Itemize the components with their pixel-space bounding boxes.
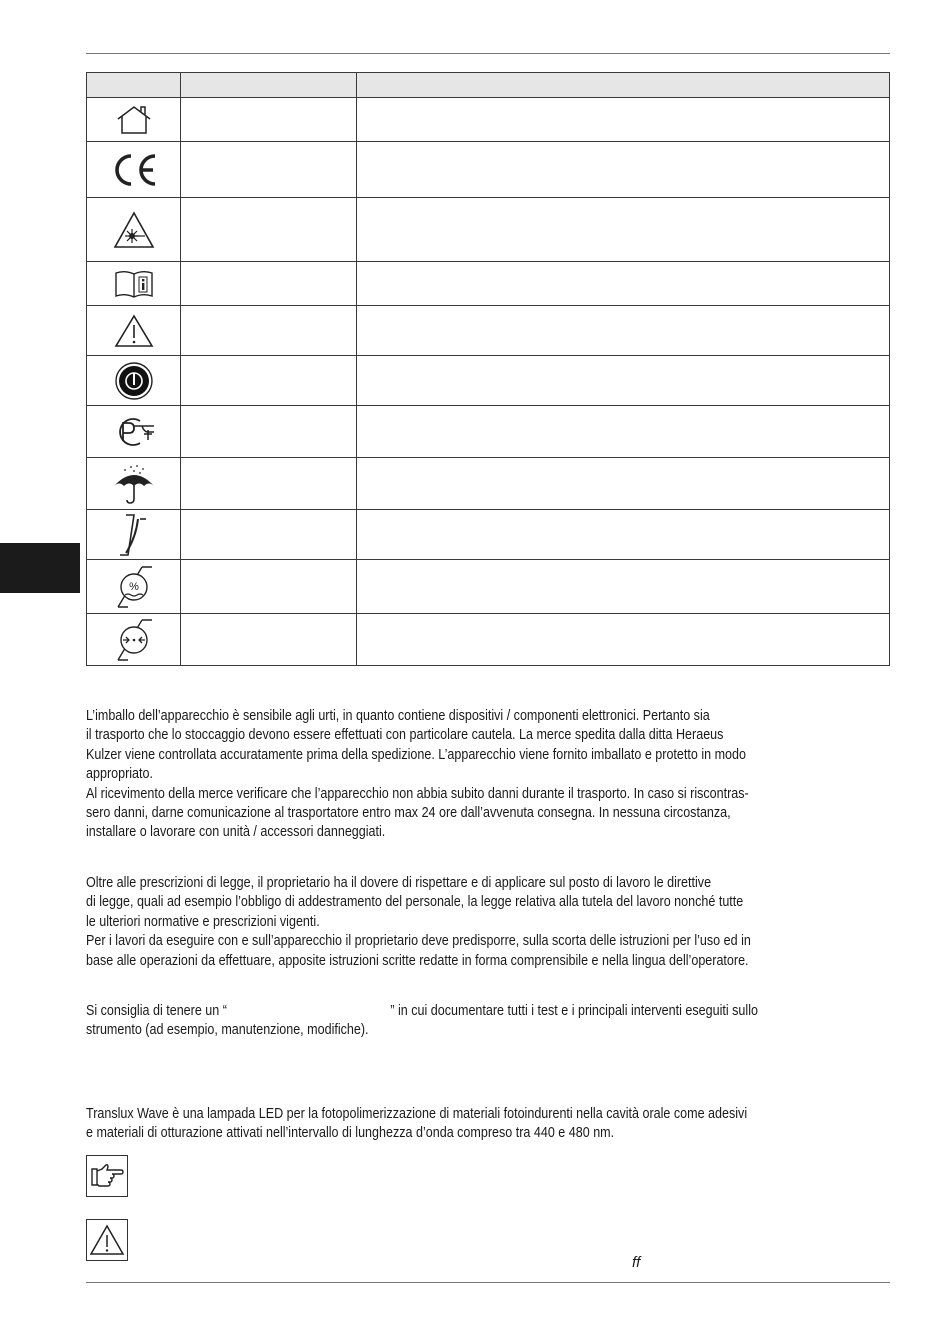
house-icon — [115, 104, 153, 136]
text-line: installare o lavorare con unità / accessori danneggiati. — [86, 824, 386, 841]
text-line: il trasporto che lo stoccaggio devono essere effettuati con particolare cautela. La merce spedita dalla ditta Heraeus — [86, 727, 724, 744]
owner-duties-paragraph — [86, 874, 784, 971]
text-line: appropriato. — [86, 766, 153, 783]
table-row — [87, 458, 890, 510]
language-tab-marker — [0, 543, 80, 593]
power-button-icon — [114, 361, 154, 401]
pointing-hand-icon — [90, 1163, 124, 1189]
gost-pct-mark-icon — [110, 413, 158, 451]
humidity-limit-icon — [112, 564, 156, 610]
temperature-limit-icon — [114, 513, 154, 557]
text-line: L’imballo dell’apparecchio è sensibile agli urti, in quanto contiene dispositivi / componenti elettronici. Pertanto sia — [86, 708, 710, 724]
note-warning-box — [86, 1219, 128, 1261]
text-line: le ulteriori normative e prescrizioni vigenti. — [86, 913, 320, 930]
logbook-text-end: ” in cui documentare tutti i test e i principali interventi eseguiti sullo — [390, 1003, 758, 1019]
logbook-paragraph — [86, 1002, 784, 1041]
bottom-rule — [86, 1282, 890, 1283]
table-row — [87, 306, 890, 356]
table-row — [87, 614, 890, 666]
logbook-text-start: Si consiglia di tenere un “ — [86, 1003, 227, 1019]
warning-triangle-icon — [113, 313, 155, 349]
text-line: strumento (ad esempio, manutenzione, modifiche). — [86, 1022, 369, 1039]
text-line: Kulzer viene controllata accuratamente prima della spedizione. L’apparecchio viene fornito imballato e protetto in modo — [86, 746, 746, 763]
text-line: base alle operazioni da effettuare, apposite istruzioni scritte redatte in forma comprensibile e nella lingua dell’operatore. — [86, 952, 749, 969]
table-row — [87, 262, 890, 306]
text-line: Oltre alle prescrizioni di legge, il proprietario ha il dovere di rispettare e di applicare sul posto di lavoro le direttive — [86, 875, 712, 891]
symbols-table — [86, 72, 890, 666]
table-row — [87, 560, 890, 614]
table-header-row — [87, 73, 890, 98]
text-line — [86, 1002, 784, 1021]
table-row — [87, 142, 890, 198]
top-rule — [86, 53, 890, 54]
text-line: Translux Wave è una lampada LED per la fotopolimerizzazione di materiali fotoindurenti nella cavità orale come adesivi — [86, 1106, 748, 1122]
note-hint-box — [86, 1155, 128, 1197]
page-marker: ff — [632, 1254, 641, 1271]
warning-triangle-icon — [89, 1224, 125, 1256]
packaging-paragraph — [86, 707, 784, 843]
instructions-book-icon — [113, 269, 155, 299]
table-row — [87, 198, 890, 262]
text-line: sero danni, darne comunicazione al trasportatore entro max 24 ore dall’avvenuta consegna. In nessuna circostanza, — [86, 805, 731, 822]
text-line: Al ricevimento della merce verificare che l’apparecchio non abbia subito danni durante il trasporto. In caso si riscontras- — [86, 785, 749, 802]
laser-warning-icon — [112, 210, 156, 250]
text-line: di legge, quali ad esempio l’obbligo di addestramento del personale, la legge relativa alla tutela del lavoro nonché tutte — [86, 894, 744, 911]
intended-use-paragraph — [86, 1105, 784, 1144]
table-row — [87, 406, 890, 458]
table-row — [87, 510, 890, 560]
text-line: Per i lavori da eseguire con e sull’apparecchio il proprietario deve predisporre, sulla scorta delle istruzioni per l’uso ed in — [86, 933, 751, 950]
svg-text:%: % — [128, 580, 139, 593]
text-line: e materiali di otturazione attivati nell’intervallo di lunghezza d’onda compreso tra 440 e 480 nm. — [86, 1125, 615, 1142]
pressure-limit-icon — [112, 617, 156, 663]
table-row — [87, 98, 890, 142]
keep-dry-umbrella-icon — [111, 462, 157, 506]
table-row — [87, 356, 890, 406]
ce-mark-icon — [109, 150, 159, 190]
